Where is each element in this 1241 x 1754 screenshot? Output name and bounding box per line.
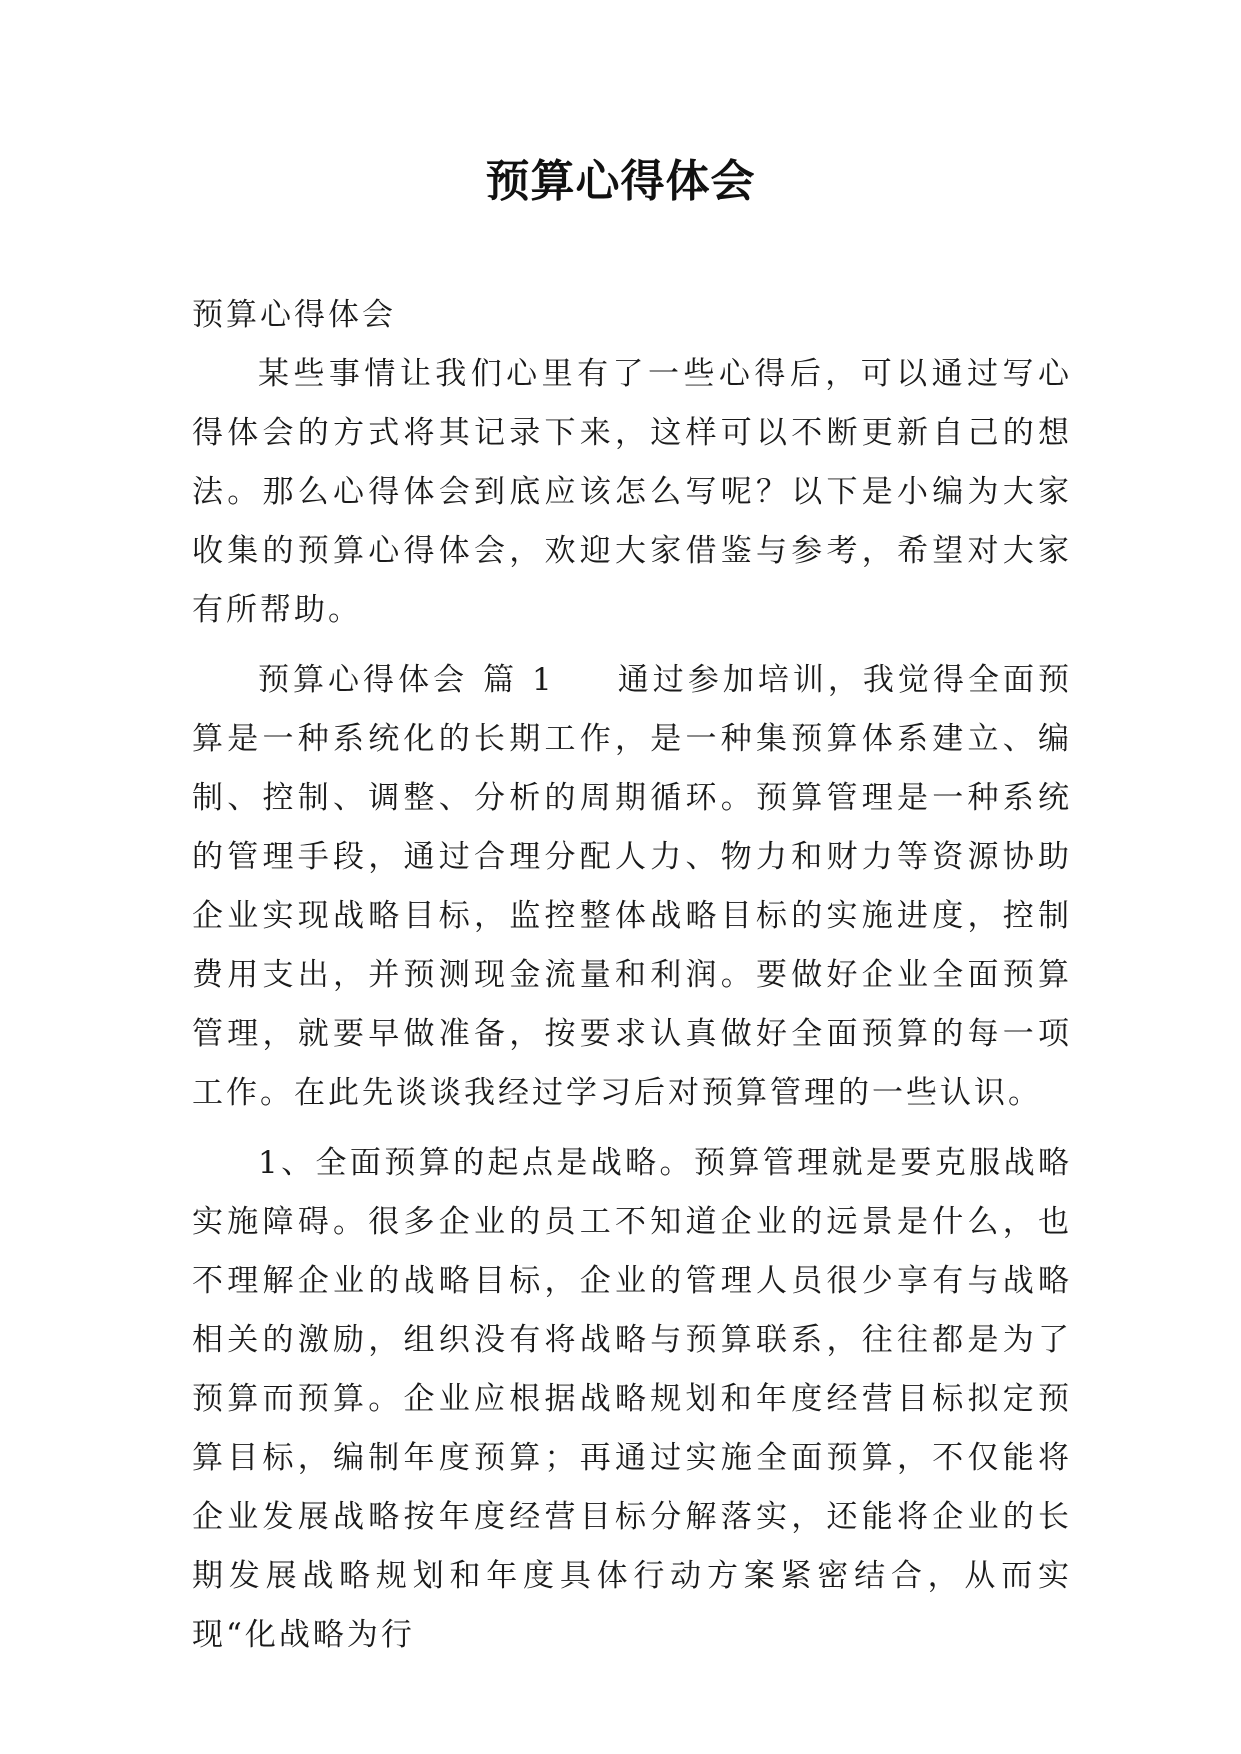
point-1-paragraph: 1、全面预算的起点是战略。预算管理就是要克服战略实施障碍。很多企业的员工不知道企业的远景是什么，也不理解企业的战略目标，企业的管理人员很少享有与战略相关的激励，组织没有将战略与预算联系，往往都是为了预算而预算。企业应根据战略规划和年度经营目标拟定预算目标，编制年度预算；再通过实施全面预算，不仅能将企业发展战略按年度经营目标分解落实，还能将企业的长期发展战略规划和年度具体行动方案紧密结合，从而实现“化战略为行 bbox=[192, 1145, 1072, 1653]
section-label: 预算心得体会 bbox=[258, 662, 469, 698]
document-body bbox=[192, 286, 1072, 1676]
document-subheading: 预算心得体会 bbox=[192, 297, 396, 333]
section-body: 通过参加培训，我觉得全面预算是一种系统化的长期工作，是一种集预算体系建立、编制、控制、调整、分析的周期循环。预算管理是一种系统的管理手段，通过合理分配人力、物力和财力等资源协助企业实现战略目标，监控整体战略目标的实施进度，控制费用支出，并预测现金流量和利润。要做好企业全面预算管理，就要早做准备，按要求认真做好全面预算的每一项工作。在此先谈谈我经过学习后对预算管理的一些认识。 bbox=[192, 662, 1073, 1111]
intro-paragraph: 某些事情让我们心里有了一些心得后，可以通过写心得体会的方式将其记录下来，这样可以不断更新自己的想法。那么心得体会到底应该怎么写呢？以下是小编为大家收集的预算心得体会，欢迎大家借鉴与参考，希望对大家有所帮助。 bbox=[192, 356, 1072, 628]
section-1-paragraph bbox=[192, 651, 1072, 1123]
section-number: 篇 1 bbox=[482, 662, 555, 698]
document-title: 预算心得体会 bbox=[485, 156, 756, 207]
